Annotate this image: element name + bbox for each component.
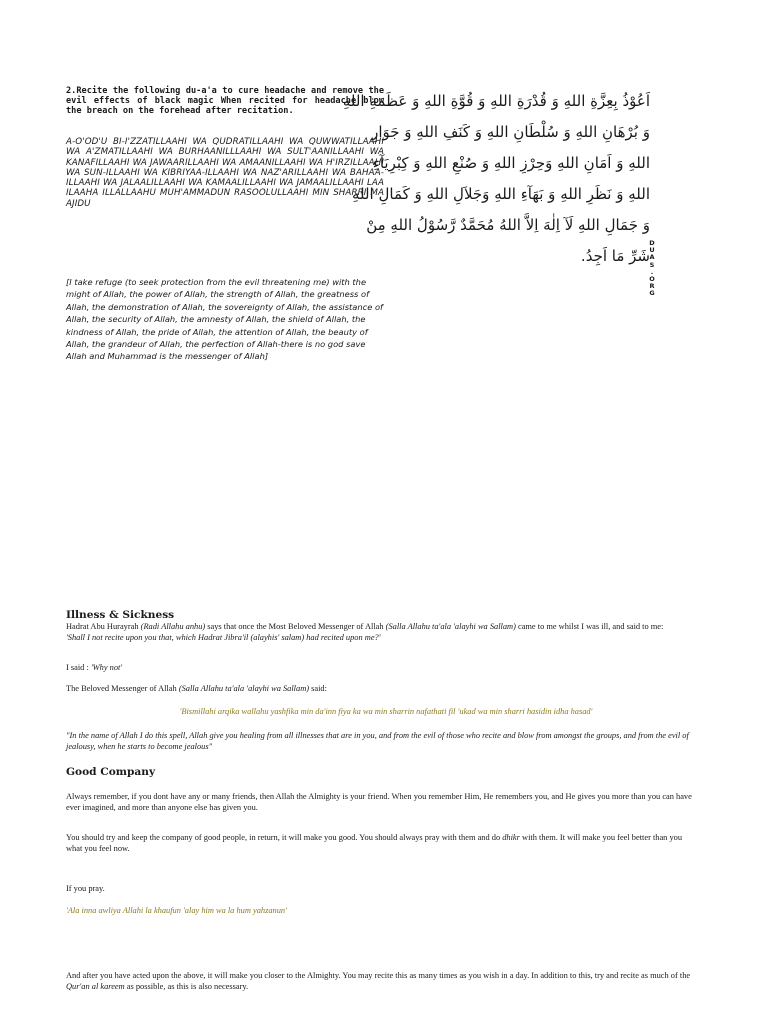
watermark-letter: S — [649, 260, 655, 269]
illness-paragraph — [66, 622, 696, 643]
text-run: with them. It will make you feel better than you what you feel now. — [66, 833, 683, 853]
dua-intro: 2.Recite the following du-a'a to cure headache and remove the evil effects of black magic When recited for headache blow the breach on the forehead after recitation. — [66, 86, 384, 116]
quote: 'Shall I not recite upon you that, which Hadrat Jibra'il (alayhis' salam) had recited upon me?' — [66, 632, 381, 642]
watermark-duas-org — [648, 240, 656, 298]
arabic-line: اللهِ وَ اَمَانِ اللهِ وَحِرْزِ اللهِ وَ صُنْعِ اللهِ وَ كِبْرِيَآءِ — [372, 154, 650, 172]
arabic-line: وَ جَمَالِ اللهِ لَآ اِلٰهَ اِلاَّ اللهُ مُحَمَّدٌ رَّسُوْلُ اللهِ مِنْ — [366, 216, 650, 234]
arabic-line: وَ بُرْهَانِ اللهِ وَ سُلْطَانِ اللهِ وَ كَنَفِ اللهِ وَ جَوَارِ — [371, 123, 650, 141]
watermark-letter: U — [649, 246, 655, 255]
watermark-letter: O — [649, 275, 655, 284]
text-run: You should try and keep the company of good people, in return, it will make you good. You should always pray with them and do — [66, 833, 503, 842]
honorific: (Radi Allahu anhu) — [140, 622, 206, 631]
watermark-letter: A — [649, 253, 655, 262]
text-run: I said : — [66, 663, 91, 672]
dua-arabic-text — [342, 86, 650, 272]
quote: 'Why not' — [90, 663, 123, 672]
text-run: says that once the Most Beloved Messenger of Allah — [205, 622, 386, 631]
illness-dua: 'Bismillahi arqika wallahu yashfika min da'inn fiya ka wa min sharrin nafathati fil 'ukad wa min sharri hasidin idha hasad' — [179, 707, 593, 716]
company-paragraph-4 — [66, 971, 696, 992]
text-run: The Beloved Messenger of Allah — [66, 684, 179, 693]
emphasis: dhikr — [502, 833, 520, 842]
beloved-said-line — [66, 684, 696, 695]
text-run: And after you have acted upon the above, it will make you closer to the Almighty. You may recite this as many times as you wish in a day. In addition to this, try and recite as much of the — [66, 971, 691, 980]
dua-translation: [I take refuge (to seek protection from the evil threatening me) with the might of Allah, the power of Allah, the strength of Allah, the greatness of Allah, the demonstration of Allah, the sovereignty of Allah, the assistance of Allah, the security of Allah, the amnesty of Allah, the shield of Allah, the kindness of Allah, the pride of Allah, the attention of Allah, the beauty of Allah, the grandeur of Allah, the perfection of Allah-there is no god save Allah and Muhammad is the messenger of Allah] — [66, 277, 383, 362]
watermark-letter: G — [649, 289, 655, 298]
company-paragraph-3: If you pray. — [66, 884, 105, 893]
arabic-line: شَرِّ مَا اَجِدُ. — [580, 247, 650, 265]
illness-heading: Illness & Sickness — [66, 609, 175, 621]
honorific: (Salla Allahu ta'ala 'alayhi wa Sallam) — [178, 684, 310, 693]
company-verse: 'Ala inna awliya Allahi la khaufun 'alay him wa la hum yahzanun' — [66, 906, 287, 915]
illness-translation — [66, 731, 696, 752]
text-run: came to me whilst I was ill, and said to me: — [515, 622, 664, 631]
arabic-line: اَعُوْذُ بِعِزَّةِ اللهِ وَ قُدْرَةِ اللهِ وَ قُوَّةِ اللهِ وَ عَظَمَةِ اللهِ — [342, 92, 650, 110]
dua-transliteration: A-O'OD'U BI-I'ZZATILLAAHI WA QUDRATILLAAHI WA QUWWATILLAAHI WA A'ZMATILLAAHI WA BURHAANILLLAAHI WA SULT'AANILLAAHI WA KANAFILLAAHI WA JAWAARILLAAHI WA AMAANILLAAHI WA H'IRZILLAAHI WA SUN-ILLAAHI WA KIBRIYAA-ILLAAHI WA NAZ'ARILLAAHI WA BAHAA-ILLAAHI WA JALAALILLAAHI WA KAMAALILLAAHI WA JAMAALILLAAHI LAA ILAAHA ILLALLAAHU MUH'AMMADUN RASOOLULLAAHI MIN SHARRI MA AJIDU — [66, 137, 384, 209]
text-run: as possible, as this is also necessary. — [124, 981, 249, 991]
watermark-letter: D — [649, 239, 655, 247]
honorific: (Salla Allahu ta'ala 'alayhi wa Sallam) — [385, 622, 516, 631]
company-heading: Good Company — [66, 766, 156, 778]
company-paragraph-1: Always remember, if you dont have any or many friends, then Allah the Almighty is your friend. When you remember Him, He remembers you, and He gives you more than you can have ever imagined, and more than anyone else has given you. — [66, 792, 692, 812]
i-said-line — [66, 663, 696, 674]
text-run: Hadrat Abu Hurayrah — [66, 622, 141, 631]
watermark-letter: R — [649, 282, 655, 291]
emphasis: Qur'an al kareem — [66, 981, 125, 991]
quote: "In the name of Allah I do this spell, Allah give you healing from all illnesses that are in you, and from the evil of those who recite and blow from amongst the groups, and from the evil of jealousy, when he starts to become jealous" — [66, 731, 689, 751]
company-paragraph-2 — [66, 833, 696, 854]
watermark-letter: . — [650, 267, 654, 276]
arabic-line: اللهِ وَ نَظَرِ اللهِ وَ بَهَآءِ اللهِ وَجَلاَلِ اللهِ وَ كَمَالِ اللهِ — [351, 185, 650, 203]
text-run: said: — [309, 684, 327, 693]
